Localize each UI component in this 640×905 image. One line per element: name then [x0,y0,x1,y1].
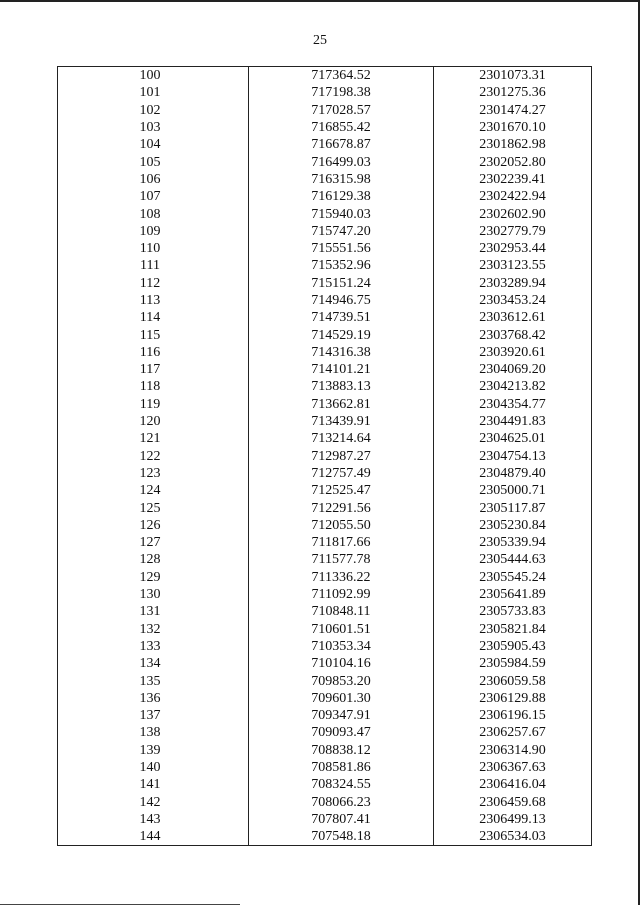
table-row [58,361,591,378]
point-number-cell: 144 [58,828,249,845]
y-coordinate-cell: 2302239.41 [479,171,546,187]
point-number-cell: 128 [58,551,249,568]
point-number-cell: 116 [58,344,249,361]
point-number-cell: 133 [58,638,249,655]
table-row [58,240,591,257]
point-number-cell: 110 [58,240,249,257]
x-coordinate-cell: 711092.99 [249,586,434,603]
point-number-cell: 131 [58,603,249,620]
x-coordinate-cell: 714739.51 [249,309,434,326]
table-row [58,672,591,689]
table-row [58,275,591,292]
table-row [58,759,591,776]
point-number-cell: 143 [58,811,249,828]
y-coordinate-cell: 2304754.13 [479,448,546,464]
x-coordinate-cell: 708324.55 [249,776,434,793]
y-coordinate-cell: 2306196.15 [479,708,546,724]
x-coordinate-cell: 710848.11 [249,603,434,620]
table-row [58,724,591,741]
y-coordinate-cell: 2304354.77 [479,396,546,412]
y-coordinate-cell: 2304213.82 [479,379,546,395]
x-coordinate-cell: 711336.22 [249,569,434,586]
x-coordinate-cell: 713214.64 [249,430,434,447]
table-row [58,413,591,430]
table-row [58,153,591,170]
table-row [58,171,591,188]
x-coordinate-cell: 716855.42 [249,119,434,136]
point-number-cell: 100 [58,67,249,84]
x-coordinate-cell: 715940.03 [249,205,434,222]
y-coordinate-cell: 2306499.13 [479,811,546,827]
x-coordinate-cell: 712525.47 [249,482,434,499]
x-coordinate-cell: 712291.56 [249,499,434,516]
table-row [58,326,591,343]
y-coordinate-cell: 2305821.84 [479,621,546,637]
table-row [58,690,591,707]
table-row [58,67,591,84]
x-coordinate-cell: 707807.41 [249,811,434,828]
y-coordinate-cell: 2305545.24 [479,569,546,585]
coordinates-table-body [58,67,591,845]
table-row [58,793,591,810]
table-row [58,499,591,516]
y-coordinate-cell: 2303920.61 [479,344,546,360]
x-coordinate-cell: 715151.24 [249,275,434,292]
y-coordinate-cell: 2301474.27 [479,102,546,118]
x-coordinate-cell: 711817.66 [249,534,434,551]
table-row [58,776,591,793]
table-row [58,586,591,603]
y-coordinate-cell: 2305230.84 [479,517,546,533]
table-row [58,603,591,620]
point-number-cell: 124 [58,482,249,499]
point-number-cell: 104 [58,136,249,153]
page-number: 25 [313,33,327,48]
point-number-cell: 108 [58,205,249,222]
y-coordinate-cell: 2304069.20 [479,362,546,378]
y-coordinate-cell: 2302422.94 [479,189,546,205]
point-number-cell: 123 [58,465,249,482]
x-coordinate-cell: 708838.12 [249,742,434,759]
point-number-cell: 111 [58,257,249,274]
point-number-cell: 142 [58,793,249,810]
table-row [58,811,591,828]
y-coordinate-cell: 2301862.98 [479,137,546,153]
table-row [58,742,591,759]
point-number-cell: 112 [58,275,249,292]
x-coordinate-cell: 714101.21 [249,361,434,378]
x-coordinate-cell: 717028.57 [249,102,434,119]
x-coordinate-cell: 713662.81 [249,396,434,413]
x-coordinate-cell: 710353.34 [249,638,434,655]
table-row [58,569,591,586]
table-row [58,396,591,413]
point-number-cell: 102 [58,102,249,119]
x-coordinate-cell: 716315.98 [249,171,434,188]
y-coordinate-cell: 2302052.80 [479,154,546,170]
y-coordinate-cell: 2304879.40 [479,465,546,481]
point-number-cell: 141 [58,776,249,793]
y-coordinate-cell: 2303123.55 [479,258,546,274]
point-number-cell: 113 [58,292,249,309]
x-coordinate-cell: 715551.56 [249,240,434,257]
table-row [58,517,591,534]
point-number-cell: 132 [58,621,249,638]
x-coordinate-cell: 717364.52 [249,67,434,84]
point-number-cell: 118 [58,378,249,395]
table-row [58,638,591,655]
page-frame-top [0,0,638,2]
y-coordinate-cell: 2305117.87 [479,500,546,516]
point-number-cell: 109 [58,223,249,240]
table-row [58,534,591,551]
point-number-cell: 106 [58,171,249,188]
point-number-cell: 107 [58,188,249,205]
x-coordinate-cell: 712757.49 [249,465,434,482]
coordinates-table [57,66,592,846]
x-coordinate-cell: 712987.27 [249,448,434,465]
y-coordinate-cell: 2306534.03 [479,829,546,845]
y-coordinate-cell: 2302779.79 [479,223,546,239]
y-coordinate-cell: 2306416.04 [479,777,546,793]
y-coordinate-cell: 2305339.94 [479,535,546,551]
table-row [58,257,591,274]
table-row [58,119,591,136]
x-coordinate-cell: 709347.91 [249,707,434,724]
x-coordinate-cell: 708066.23 [249,793,434,810]
point-number-cell: 134 [58,655,249,672]
point-number-cell: 114 [58,309,249,326]
y-coordinate-cell: 2302602.90 [479,206,546,222]
point-number-cell: 122 [58,448,249,465]
table-row [58,448,591,465]
y-coordinate-cell: 2303768.42 [479,327,546,343]
table-row [58,482,591,499]
table-row [58,136,591,153]
x-coordinate-cell: 714316.38 [249,344,434,361]
y-coordinate-cell: 2303453.24 [479,293,546,308]
y-coordinate-cell: 2304625.01 [479,431,546,447]
y-coordinate-cell: 2305641.89 [479,587,546,603]
point-number-cell: 126 [58,517,249,534]
point-number-cell: 101 [58,84,249,101]
y-coordinate-cell: 2304491.83 [479,414,546,430]
y-coordinate-cell: 2301275.36 [479,85,546,101]
x-coordinate-cell: 707548.18 [249,828,434,845]
y-coordinate-cell: 2305000.71 [479,483,546,499]
table-row [58,655,591,672]
table-row [58,621,591,638]
table-row [58,205,591,222]
x-coordinate-cell: 713883.13 [249,378,434,395]
y-coordinate-cell: 2306059.58 [479,673,546,689]
point-number-cell: 139 [58,742,249,759]
table-row [58,828,591,845]
point-number-cell: 137 [58,707,249,724]
x-coordinate-cell: 714946.75 [249,292,434,309]
x-coordinate-cell: 716129.38 [249,188,434,205]
x-coordinate-cell: 717198.38 [249,84,434,101]
point-number-cell: 117 [58,361,249,378]
table-row [58,707,591,724]
point-number-cell: 125 [58,499,249,516]
y-coordinate-cell: 2303612.61 [479,310,546,326]
y-coordinate-cell: 2305733.83 [479,604,546,620]
y-coordinate-cell: 2305444.63 [479,552,546,568]
point-number-cell: 119 [58,396,249,413]
table-row [58,344,591,361]
x-coordinate-cell: 709601.30 [249,690,434,707]
point-number-cell: 135 [58,672,249,689]
y-coordinate-cell: 2305905.43 [479,638,546,654]
y-coordinate-cell: 2301670.10 [479,120,546,136]
point-number-cell: 140 [58,759,249,776]
y-coordinate-cell: 2306367.63 [479,760,546,776]
point-number-cell: 136 [58,690,249,707]
x-coordinate-cell: 709093.47 [249,724,434,741]
table-row [58,292,591,309]
table-row [58,378,591,395]
point-number-cell: 127 [58,534,249,551]
point-number-cell: 129 [58,569,249,586]
x-coordinate-cell: 713439.91 [249,413,434,430]
x-coordinate-cell: 708581.86 [249,759,434,776]
table-row [58,102,591,119]
point-number-cell: 138 [58,724,249,741]
point-number-cell: 115 [58,326,249,343]
x-coordinate-cell: 715747.20 [249,223,434,240]
table-row [58,223,591,240]
point-number-cell: 121 [58,430,249,447]
y-coordinate-cell: 2301073.31 [479,68,546,84]
x-coordinate-cell: 712055.50 [249,517,434,534]
point-number-cell: 130 [58,586,249,603]
point-number-cell: 103 [58,119,249,136]
y-coordinate-cell: 2303289.94 [479,275,546,291]
x-coordinate-cell: 709853.20 [249,672,434,689]
x-coordinate-cell: 716678.87 [249,136,434,153]
y-coordinate-cell: 2306314.90 [479,742,546,758]
x-coordinate-cell: 715352.96 [249,257,434,274]
y-coordinate-cell: 2306129.88 [479,690,546,706]
table-row [58,430,591,447]
y-coordinate-cell: 2306257.67 [479,725,546,741]
y-coordinate-cell: 2306459.68 [479,794,546,810]
point-number-cell: 105 [58,153,249,170]
table-row [58,84,591,101]
x-coordinate-cell: 710104.16 [249,655,434,672]
table-row [58,188,591,205]
table-row [58,465,591,482]
x-coordinate-cell: 714529.19 [249,326,434,343]
y-coordinate-cell: 2305984.59 [479,656,546,672]
point-number-cell: 120 [58,413,249,430]
table-row [58,309,591,326]
x-coordinate-cell: 711577.78 [249,551,434,568]
y-coordinate-cell: 2302953.44 [479,241,546,257]
table-row [58,551,591,568]
x-coordinate-cell: 716499.03 [249,153,434,170]
x-coordinate-cell: 710601.51 [249,621,434,638]
